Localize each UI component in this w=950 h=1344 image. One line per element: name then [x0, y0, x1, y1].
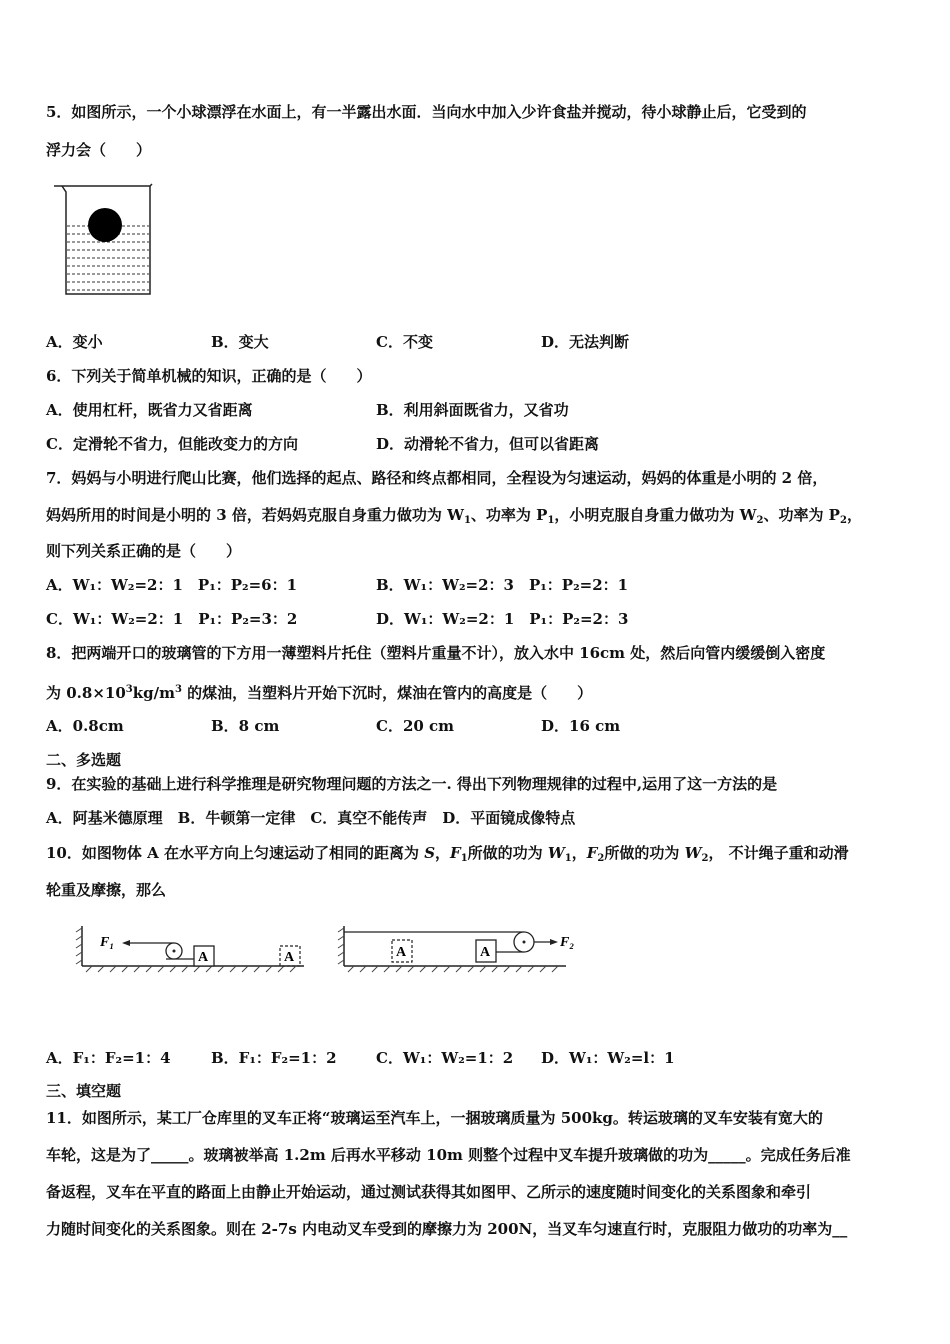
q7-stem-line1: 7．妈妈与小明进行爬山比赛，他们选择的起点、路径和终点都相同，全程设为匀速运动，妈妈的体重是小明的 2 倍， — [46, 469, 828, 487]
pulley-figure-right — [336, 922, 586, 978]
label-f2: F₂ — [560, 935, 575, 950]
q7-option-d: D．W₁：W₂=2：1 P₁：P₂=2：3 — [376, 610, 629, 628]
q7-stem-line2: 妈妈所用的时间是小明的 3 倍，若妈妈克服自身重力做功为 $W_1$、功率为 $P_1$，小明克服自身重力做功为 $W_2$、功率为 $P_2$， — [46, 506, 862, 526]
q10-stem-line2: 轮重及摩擦，那么 — [46, 881, 167, 899]
q5-option-c: C．不变 — [376, 333, 433, 351]
section-fill-in: 三、填空题 — [46, 1082, 122, 1100]
section-multiple-choice: 二、多选题 — [46, 751, 122, 769]
q6-stem: 6．下列关于简单机械的知识，正确的是（ ） — [46, 367, 372, 385]
pulley-figure-left — [74, 922, 314, 978]
q5-option-b: B．变大 — [211, 333, 269, 351]
q10-option-b: B．F₁：F₂=1：2 — [211, 1049, 337, 1067]
q11-stem-line4: 力随时间变化的关系图象。则在 2-7s 内电动叉车受到的摩擦力为 200N，当叉车匀速直行时，克服阻力做功的功率为__ — [46, 1220, 848, 1238]
q10-option-c: C．W₁：W₂=1：2 — [376, 1049, 514, 1067]
q8-option-a: A．0.8cm — [46, 717, 124, 735]
q10-option-a: A．F₁：F₂=1：4 — [46, 1049, 171, 1067]
q8-option-c: C．20 cm — [376, 717, 455, 735]
q5-stem-line2: 浮力会（ ） — [46, 141, 152, 159]
q8-option-b: B．8 cm — [211, 717, 280, 735]
q5-option-a: A．变小 — [46, 333, 103, 351]
q11-stem-line1: 11．如图所示，某工厂仓库里的叉车正将“玻璃运至汽车上，一捆玻璃质量为 500kg。转运玻璃的叉车安装有宽大的 — [46, 1109, 823, 1127]
beaker-figure — [50, 182, 158, 302]
q6-option-a: A．使用杠杆，既省力又省距离 — [46, 401, 253, 419]
q6-option-d: D．动滑轮不省力，但可以省距离 — [376, 435, 600, 453]
label-block-a-ghost: A — [284, 950, 295, 965]
q7-option-b: B．W₁：W₂=2：3 P₁：P₂=2：1 — [376, 576, 629, 594]
q7-option-c: C．W₁：W₂=2：1 P₁：P₂=3：2 — [46, 610, 298, 628]
q6-option-b: B．利用斜面既省力，又省功 — [376, 401, 569, 419]
q8-option-d: D．16 cm — [541, 717, 621, 735]
q11-stem-line2: 车轮，这是为了_____。玻璃被举高 1.2m 后再水平移动 10m 则整个过程中叉车提升玻璃做的功为_____。完成任务后准 — [46, 1146, 851, 1164]
q7-stem-line3: 则下列关系正确的是（ ） — [46, 542, 242, 560]
q5-stem-line1: 5．如图所示，一个小球漂浮在水面上，有一半露出水面．当向水中加入少许食盐并搅动，待小球静止后，它受到的 — [46, 103, 807, 121]
label-f1: F₁ — [100, 935, 115, 950]
label-block-a: A — [480, 945, 491, 960]
q8-stem-line2: 为 $0.8\times 10^3kg/m^3$ 的煤油，当塑料片开始下沉时，煤油在管内的高度是（ ） — [46, 684, 593, 702]
q8-stem-line1: 8．把两端开口的玻璃管的下方用一薄塑料片托住（塑料片重量不计），放入水中 16cm 处，然后向管内缓缓倒入密度 — [46, 644, 826, 662]
label-block-a: A — [198, 950, 209, 965]
q10-stem-line1: 10．如图物体 A 在水平方向上匀速运动了相同的距离为 S，$F_1$所做的功为 $W_1$，$F_2$所做的功为 $W_2$， 不计绳子重和动滑 — [46, 844, 849, 864]
q9-options: A．阿基米德原理 B．牛顿第一定律 C．真空不能传声 D．平面镜成像特点 — [46, 809, 576, 827]
q7-option-a: A．W₁：W₂=2：1 P₁：P₂=6：1 — [46, 576, 298, 594]
q9-stem: 9．在实验的基础上进行科学推理是研究物理问题的方法之一. 得出下列物理规律的过程中,运用了这一方法的是 — [46, 775, 778, 793]
q6-option-c: C．定滑轮不省力，但能改变力的方向 — [46, 435, 298, 453]
q5-option-d: D．无法判断 — [541, 333, 630, 351]
q10-option-d: D．W₁：W₂=l：1 — [541, 1049, 675, 1067]
q11-stem-line3: 备返程，叉车在平直的路面上由静止开始运动，通过测试获得其如图甲、乙所示的速度随时间变化的关系图象和牵引 — [46, 1183, 812, 1201]
label-block-a-ghost: A — [396, 945, 407, 960]
floating-ball — [88, 208, 122, 242]
